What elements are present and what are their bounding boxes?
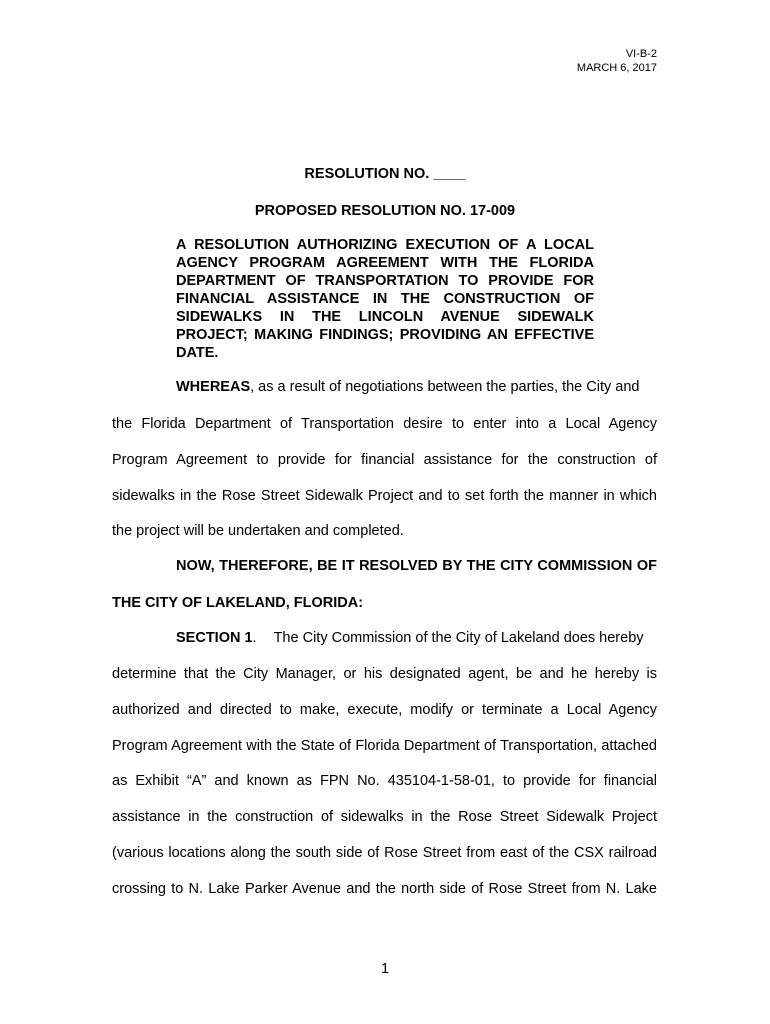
agenda-date: MARCH 6, 2017 xyxy=(576,62,657,74)
caption-line: FINANCIAL ASSISTANCE IN THE CONSTRUCTION OF xyxy=(176,291,594,307)
section-1-line: Program Agreement with the State of Florida Department of Transportation, attached xyxy=(112,738,657,754)
now-therefore-line: THE CITY OF LAKELAND, FLORIDA: xyxy=(112,595,364,611)
whereas-text: , as a result of negotiations between the parties, the City and xyxy=(250,379,640,395)
section-1-line: assistance in the construction of sidewalks in the Rose Street Sidewalk Project xyxy=(112,809,657,825)
proposed-resolution-number: PROPOSED RESOLUTION NO. 17-009 xyxy=(254,203,516,219)
agenda-item-number: VI-B-2 xyxy=(625,48,657,60)
section-1-punct: . xyxy=(252,630,257,646)
section-1-line: as Exhibit “A” and known as FPN No. 435104-1-58-01, to provide for financial xyxy=(112,773,657,789)
whereas-line: the Florida Department of Transportation desire to enter into a Local Agency xyxy=(112,416,657,432)
caption-line: DATE. xyxy=(176,345,219,361)
caption-line: SIDEWALKS IN THE LINCOLN AVENUE SIDEWALK xyxy=(176,309,594,325)
caption-line: PROJECT; MAKING FINDINGS; PROVIDING AN EFFECTIVE xyxy=(176,327,594,343)
page-number: 1 xyxy=(380,961,390,977)
section-1-line: crossing to N. Lake Parker Avenue and the north side of Rose Street from N. Lake xyxy=(112,881,657,897)
whereas-line: the project will be undertaken and completed. xyxy=(112,523,404,539)
whereas-line: sidewalks in the Rose Street Sidewalk Project and to set forth the manner in which xyxy=(112,488,657,504)
section-1-line: authorized and directed to make, execute, modify or terminate a Local Agency xyxy=(112,702,657,718)
caption-line: DEPARTMENT OF TRANSPORTATION TO PROVIDE FOR xyxy=(176,273,594,289)
section-1-line: determine that the City Manager, or his designated agent, be and he hereby is xyxy=(112,666,657,682)
whereas-label: WHEREAS xyxy=(176,379,251,395)
whereas-line: Program Agreement to provide for financial assistance for the construction of xyxy=(112,452,657,468)
resolution-number: RESOLUTION NO. ____ xyxy=(304,166,466,182)
section-1-line xyxy=(176,629,657,647)
header-reference xyxy=(577,47,657,75)
caption-line: AGENCY PROGRAM AGREEMENT WITH THE FLORIDA xyxy=(176,255,594,271)
section-1-text: The City Commission of the City of Lakeland does hereby xyxy=(273,630,644,646)
section-1-label: SECTION 1 xyxy=(176,630,253,646)
whereas-line xyxy=(176,378,657,396)
caption-line: A RESOLUTION AUTHORIZING EXECUTION OF A LOCAL xyxy=(176,237,594,253)
section-1-line: (various locations along the south side of Rose Street from east of the CSX railroad xyxy=(112,845,657,861)
now-therefore-line: NOW, THEREFORE, BE IT RESOLVED BY THE CITY COMMISSION OF xyxy=(176,558,657,574)
resolution-caption xyxy=(176,236,594,362)
